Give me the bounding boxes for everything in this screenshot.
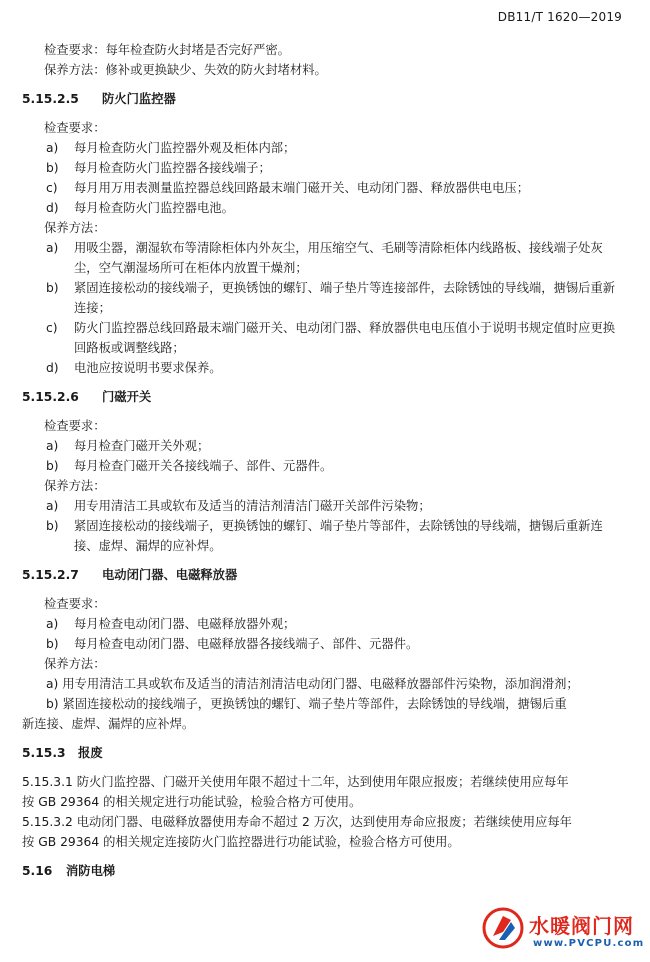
section-title: 防火门监控器 bbox=[102, 92, 176, 106]
watermark-name: 水暖阀门网 bbox=[529, 914, 634, 938]
section-title: 报废 bbox=[78, 746, 103, 760]
list-item: b) 紧固连接松动的接线端子，更换锈蚀的螺钉、端子垫片等部件，去除锈蚀的导线端，搪锡后重 bbox=[46, 697, 567, 711]
section-heading-5-15-2-6 bbox=[22, 387, 626, 407]
section-title: 门磁开关 bbox=[102, 390, 152, 404]
list-item: b) 每月检查电动闭门器、电磁释放器各接线端子、部件、元器件。 bbox=[46, 637, 419, 651]
section-number: 5.16 bbox=[22, 864, 53, 878]
list-item-continuation: 新连接、虚焊、漏焊的应补焊。 bbox=[22, 717, 195, 731]
watermark-url: www.PVCPU.com bbox=[533, 938, 645, 949]
paragraph-continuation: 按 GB 29364 的相关规定进行功能试验，检验合格方可使用。 bbox=[22, 795, 362, 809]
list-item: a) 用专用清洁工具或软布及适当的清洁剂清洁门磁开关部件污染物； bbox=[46, 499, 431, 513]
list-item: b) 紧固连接松动的接线端子，更换锈蚀的螺钉、端子垫片等部件，去除锈蚀的导线端，搪锡后重新连接、虚焊、漏焊的应补焊。 bbox=[46, 519, 603, 553]
list-item: d) 电池应按说明书要求保养。 bbox=[46, 361, 222, 375]
maint-label: 保养方法： bbox=[44, 657, 106, 671]
section-number: 5.15.3 bbox=[22, 746, 66, 760]
list-item: a) 用专用清洁工具或软布及适当的清洁剂清洁电动闭门器、电磁释放器部件污染物，添加润滑剂； bbox=[46, 677, 579, 691]
check-label: 检查要求： bbox=[44, 597, 106, 611]
pv-logo-icon bbox=[481, 906, 525, 950]
list-item: b) 紧固连接松动的接线端子，更换锈蚀的螺钉、端子垫片等连接部件，去除锈蚀的导线端，搪锡后重新连接； bbox=[46, 281, 616, 315]
section-number: 5.15.2.7 bbox=[22, 568, 79, 582]
list-item: c) 每月用万用表测量监控器总线回路最末端门磁开关、电动闭门器、释放器供电电压； bbox=[46, 181, 529, 195]
list-item: d) 每月检查防火门监控器电池。 bbox=[46, 201, 234, 215]
paragraph-5-15-3-2: 5.15.3.2 电动闭门器、电磁释放器使用寿命不超过 2 万次，达到使用寿命应报废；若继续使用应每年 bbox=[22, 815, 572, 829]
list-item: c) 防火门监控器总线回路最末端门磁开关、电动闭门器、释放器供电电压值小于说明书规定值时应更换回路板或调整线路； bbox=[46, 321, 616, 355]
maint-label: 保养方法： bbox=[44, 479, 106, 493]
intro-maint: 保养方法：修补或更换缺少、失效的防火封堵材料。 bbox=[44, 63, 327, 77]
intro-check: 检查要求：每年检查防火封堵是否完好严密。 bbox=[44, 43, 290, 57]
page-content bbox=[22, 40, 626, 890]
document-code: DB11/T 1620—2019 bbox=[497, 10, 622, 24]
list-item: a) 用吸尘器，潮湿软布等清除柜体内外灰尘，用压缩空气、毛刷等清除柜体内线路板、接线端子处灰尘，空气潮湿场所可在柜体内放置干燥剂； bbox=[46, 241, 603, 275]
list-item: b) 每月检查门磁开关各接线端子、部件、元器件。 bbox=[46, 459, 333, 473]
section-heading-5-15-3 bbox=[22, 743, 626, 763]
section-number: 5.15.2.6 bbox=[22, 390, 79, 404]
list-item: a) 每月检查防火门监控器外观及柜体内部； bbox=[46, 141, 296, 155]
section-title: 电动闭门器、电磁释放器 bbox=[102, 568, 238, 582]
check-label: 检查要求： bbox=[44, 121, 106, 135]
maint-label: 保养方法： bbox=[44, 221, 106, 235]
section-heading-5-15-2-7 bbox=[22, 565, 626, 585]
check-label: 检查要求： bbox=[44, 419, 106, 433]
section-title: 消防电梯 bbox=[66, 864, 116, 878]
section-number: 5.15.2.5 bbox=[22, 92, 79, 106]
section-heading-5-15-2-5 bbox=[22, 89, 626, 109]
list-item: b) 每月检查防火门监控器各接线端子； bbox=[46, 161, 271, 175]
list-item: a) 每月检查电动闭门器、电磁释放器外观； bbox=[46, 617, 296, 631]
paragraph-continuation: 按 GB 29364 的相关规定连接防火门监控器进行功能试验，检验合格方可使用。 bbox=[22, 835, 460, 849]
list-item: a) 每月检查门磁开关外观； bbox=[46, 439, 210, 453]
section-heading-5-16 bbox=[22, 861, 626, 881]
paragraph-5-15-3-1: 5.15.3.1 防火门监控器、门磁开关使用年限不超过十二年，达到使用年限应报废；若继续使用应每年 bbox=[22, 775, 569, 789]
watermark-logo bbox=[481, 904, 645, 960]
